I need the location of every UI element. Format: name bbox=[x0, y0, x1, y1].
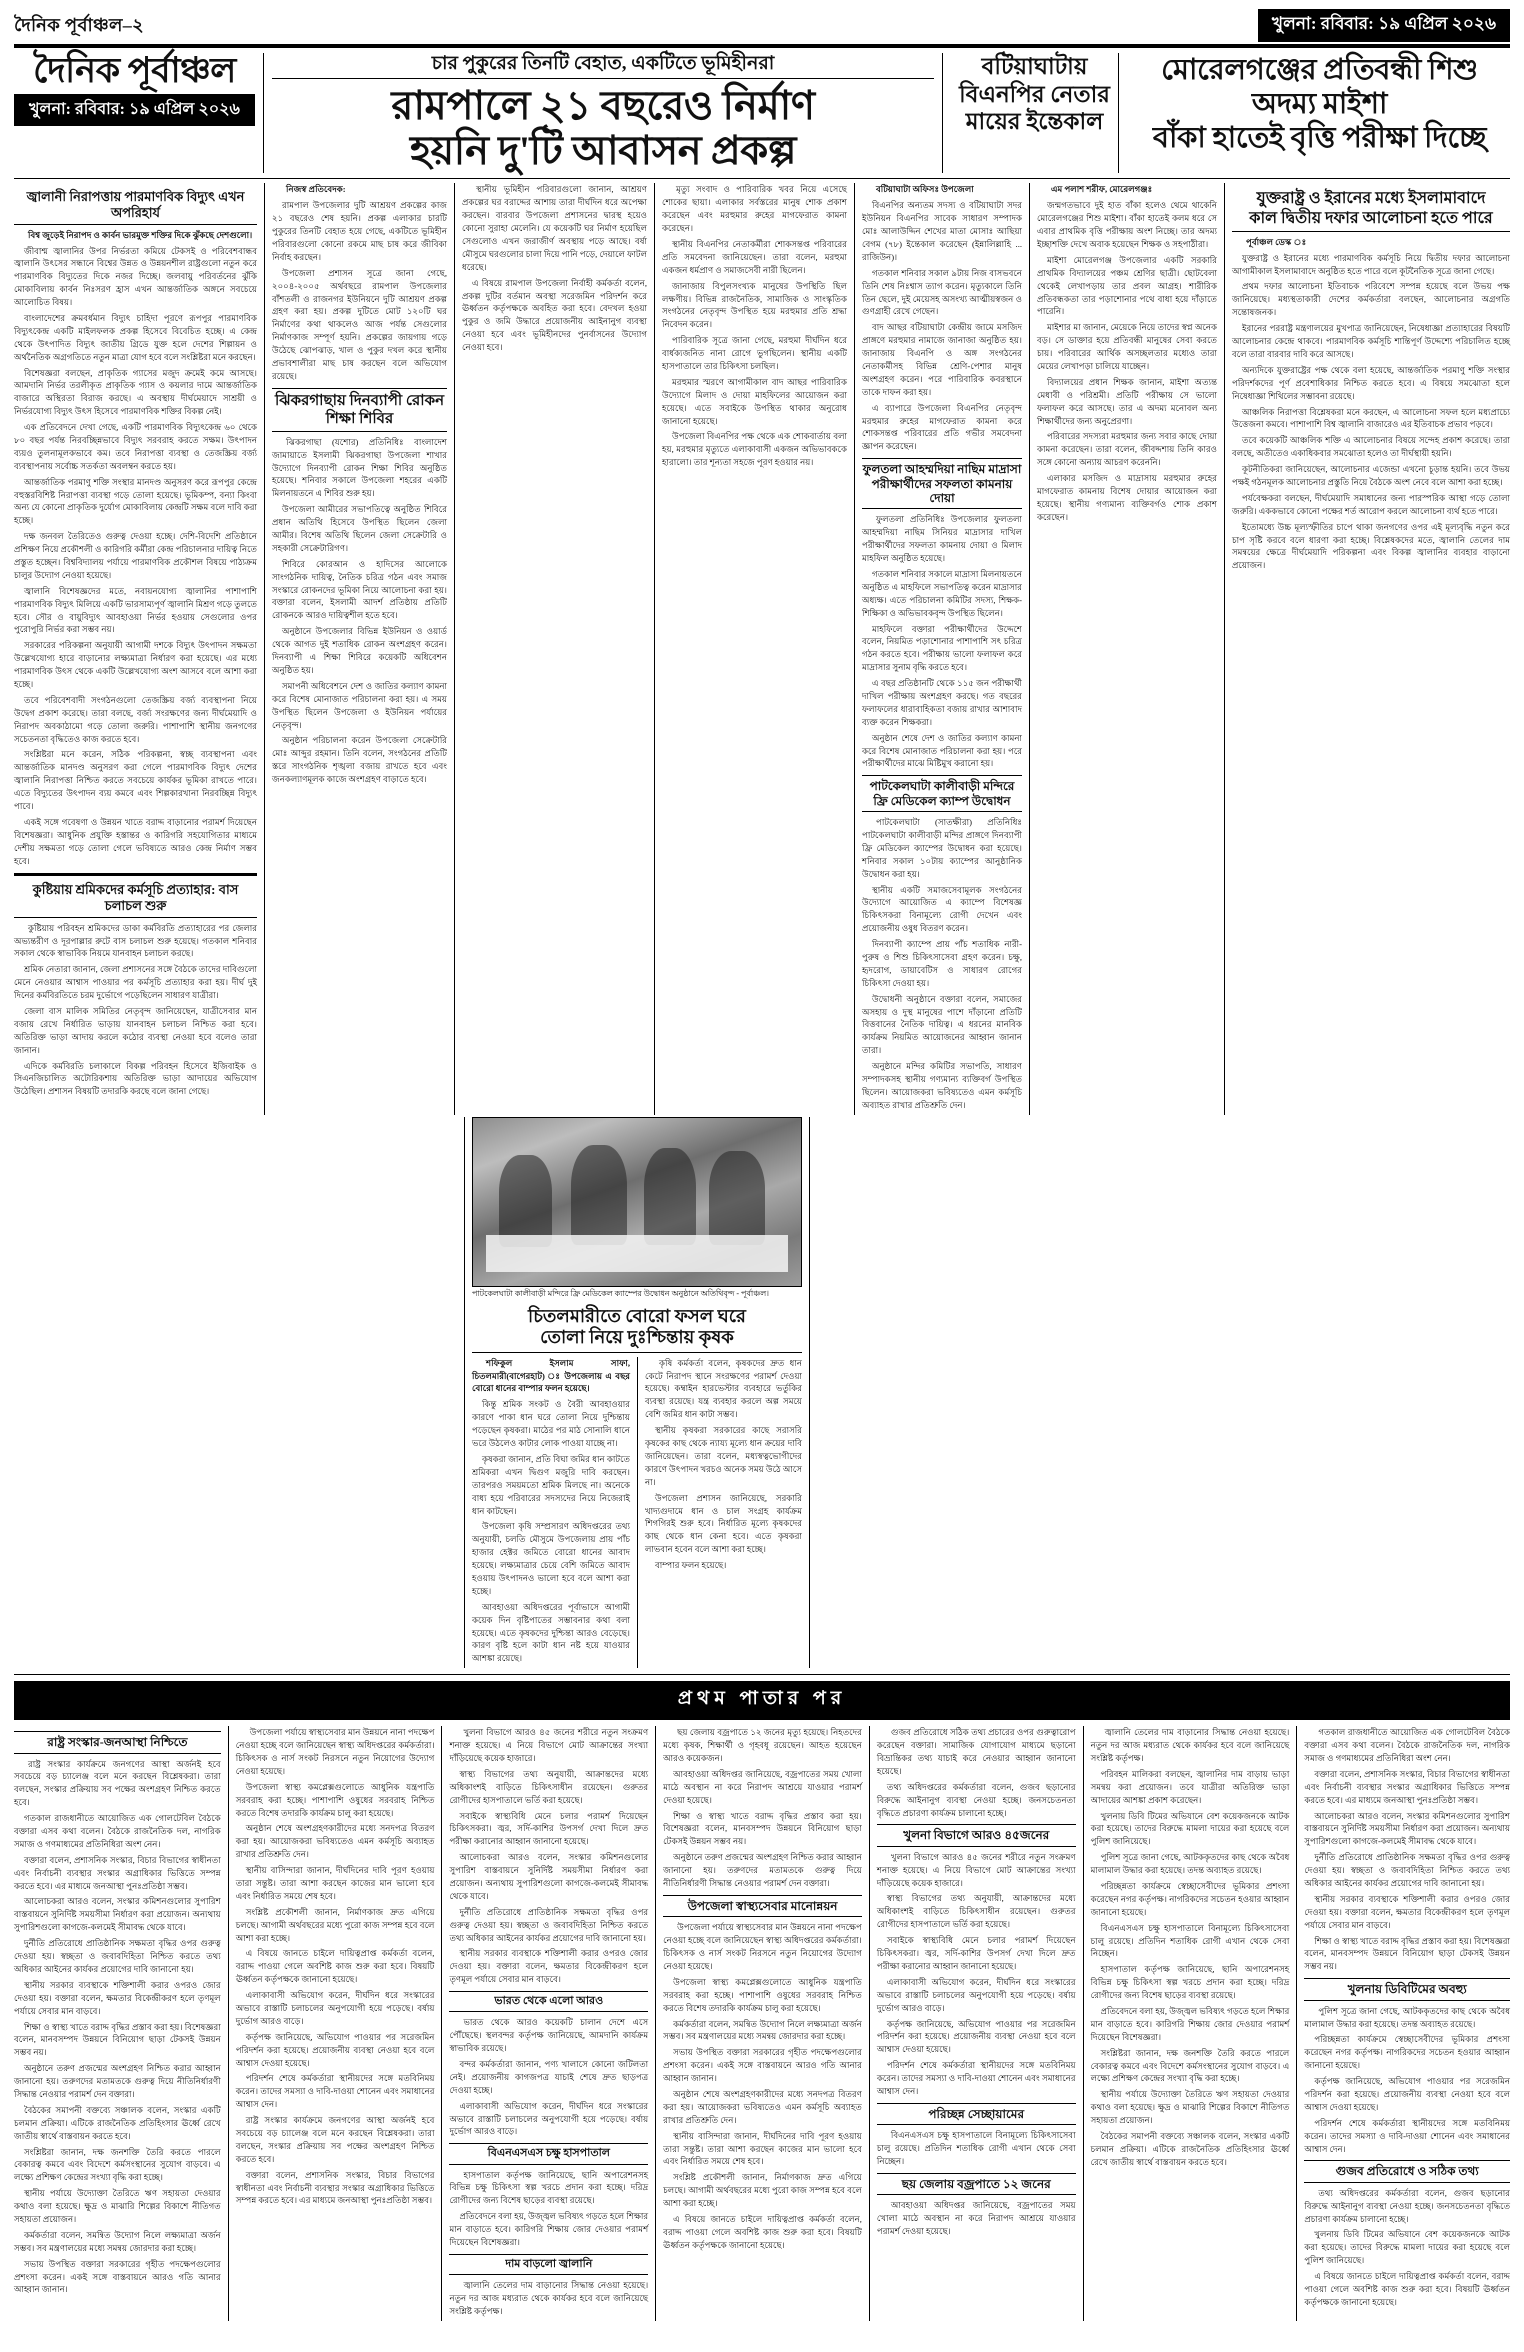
folio-rule bbox=[14, 44, 1510, 48]
paragraph: আঞ্চলিক নিরাপত্তা বিশ্লেষকরা মনে করছেন, এ আলোচনা সফল হলে মধ্যপ্রাচ্যে উত্তেজনা কমবে। পাশাপাশি বিশ্ব জ্বালানি বাজারেও এর ইতিবাচক প্রভাব পড়বে। bbox=[1232, 406, 1510, 430]
paragraph: আবহাওয়া অধিদপ্তর জানিয়েছে, বজ্রপাতের সময় খোলা মাঠে অবস্থান না করে নিরাপদ আশ্রয়ে যাওয়ার পরামর্শ দেওয়া হয়েছে। bbox=[663, 1768, 862, 1805]
paragraph: প্রতিবেদনে বলা হয়, উজ্জ্বল ভবিষ্যৎ গড়তে হলে শিক্ষার মান বাড়াতে হবে। কারিগরি শিক্ষায় জোর দেওয়ার পরামর্শ দিয়েছেন বিশেষজ্ঞরা। bbox=[449, 2211, 649, 2247]
paragraph: কর্মকর্তারা বলেন, সমন্বিত উদ্যোগ নিলে লক্ষ্যমাত্রা অর্জন সম্ভব। সব মন্ত্রণালয়ের মধ্যে সমন্বয় জোরদার করা হচ্ছে। bbox=[663, 2018, 862, 2042]
jump-body-4 bbox=[663, 1921, 862, 2251]
jump-head-4: খুলনায় ডিবিটিমের অবহ্যু bbox=[1304, 1978, 1510, 2000]
paragraph: সবাইকে স্বাস্থ্যবিধি মেনে চলার পরামর্শ দিয়েছেন চিকিৎসকরা। জ্বর, সর্দি-কাশির উপসর্গ দেখা দিলে দ্রুত পরীক্ষা করানোর আহ্বান জানানো হয়েছে। bbox=[876, 1935, 1076, 1971]
paragraph: গতকাল রাজধানীতে আয়োজিত এক গোলটেবিল বৈঠকে বক্তারা এসব কথা বলেন। বৈঠকে রাজনৈতিক দল, নাগরিক সমাজ ও গণমাধ্যমের প্রতিনিধিরা অংশ নেন। bbox=[14, 1813, 221, 1849]
jump-head-7: বিএনএসএস চক্ষু হাসপাতাল bbox=[449, 2143, 648, 2164]
jump-columns bbox=[14, 1726, 1510, 2321]
paragraph: অনুষ্ঠানে তরুণ প্রজন্মের অংশগ্রহণ নিশ্চিত করার আহ্বান জানানো হয়। তরুণদের মতামতকে গুরুত্ব দিয়ে নীতিনির্ধারণী সিদ্ধান্ত নেওয়ার পরামর্শ দেন বক্তারা। bbox=[14, 2063, 221, 2099]
paragraph: অন্যদিকে যুক্তরাষ্ট্রের পক্ষ থেকে বলা হয়েছে, আন্তর্জাতিক পরমাণু শক্তি সংস্থার পরিদর্শকদের পূর্ণ প্রবেশাধিকার নিশ্চিত করতে হবে। এ বিষয়ে সমঝোতা হলে নিষেধাজ্ঞা শিথিলের সম্ভাবনা রয়েছে। bbox=[1232, 364, 1510, 401]
paragraph: সমাপনী অধিবেশনে দেশ ও জাতির কল্যাণ কামনা করে বিশেষ মোনাজাত পরিচালনা করা হয়। এ সময় উপস্থিত ছিলেন উপজেলা ও ইউনিয়ন পর্যায়ের নেতৃবৃন্দ। bbox=[272, 680, 447, 730]
paragraph: বন্দর কর্মকর্তারা জানান, পণ্য খালাসে কোনো জটিলতা নেই। প্রয়োজনীয় কাগজপত্র যাচাই শেষে দ্রুত ছাড়পত্র দেওয়া হচ্ছে। bbox=[449, 2058, 649, 2095]
paragraph: আলোচকরা আরও বলেন, সংস্কার কমিশনগুলোর সুপারিশ বাস্তবায়নে সুনির্দিষ্ট সময়সীমা নির্ধারণ করা প্রয়োজন। অন্যথায় সুপারিশগুলো কাগজে-কলমেই সীমাবদ্ধ থেকে যাবে। bbox=[14, 1896, 221, 1933]
col1b-headline: কুষ্টিয়ায় শ্রমিকদের কর্মসূচি প্রত্যাহার: বাস চলাচল শুরু bbox=[14, 882, 257, 917]
paragraph: গতকাল শনিবার সকাল ৯টায় নিজ বাসভবনে তিনি শেষ নিঃশ্বাস ত্যাগ করেন। মৃত্যুকালে তিনি তিন ছেলে, দুই মেয়েসহ অসংখ্য আত্মীয়স্বজন ও গুণগ্রাহী রেখে গেছেন। bbox=[862, 267, 1022, 317]
paragraph: ভারত থেকে আরও কয়েকটি চালান দেশে এসে পৌঁছেছে। স্থলবন্দর কর্তৃপক্ষ জানিয়েছে, আমদানি কার্যক্রম স্বাভাবিক রয়েছে। bbox=[449, 2017, 649, 2054]
paragraph: হাসপাতাল কর্তৃপক্ষ জানিয়েছে, ছানি অপারেশনসহ বিভিন্ন চক্ষু চিকিৎসা স্বল্প খরচে প্রদান করা হচ্ছে। দরিদ্র রোগীদের জন্য বিশেষ ছাড়ের ব্যবস্থা রয়েছে। bbox=[1090, 1964, 1290, 2001]
paragraph: স্থানীয় পর্যায়ে উদ্যোক্তা তৈরিতে ঋণ সহায়তা দেওয়ার কথাও বলা হয়েছে। ক্ষুদ্র ও মাঝারি শিল্পের বিকাশে নীতিগত সহায়তা প্রয়োজন। bbox=[14, 2188, 221, 2224]
paragraph: পরিদর্শন শেষে কর্মকর্তারা স্থানীয়দের সঙ্গে মতবিনিময় করেন। তাদের সমস্যা ও দাবি-দাওয়া শোনেন এবং সমাধানের আশ্বাস দেন। bbox=[1304, 2117, 1511, 2154]
paragraph: কিন্তু শ্রমিক সংকট ও বৈরী আবহাওয়ার কারণে পাকা ধান ঘরে তোলা নিয়ে দুশ্চিন্তায় পড়েছেন কৃষকরা। মাঠের পর মাঠ সোনালি ধানে ভরে উঠলেও কাটার লোক পাওয়া যাচ্ছে না। bbox=[472, 1399, 630, 1449]
col6-byline: পূর্বাঞ্চল ডেস্ক ঃ bbox=[1246, 236, 1307, 247]
column-3 bbox=[454, 183, 654, 1114]
col2-body bbox=[272, 436, 447, 786]
paragraph: কর্মকর্তারা বলেন, সমন্বিত উদ্যোগ নিলে লক্ষ্যমাত্রা অর্জন সম্ভব। সব মন্ত্রণালয়ের মধ্যে সমন্বয় জোরদার করা হচ্ছে। bbox=[14, 2229, 221, 2253]
paragraph: রামপাল উপজেলার দুটি আশ্রয়ণ প্রকল্পের কাজ ২১ বছরেও শেষ হয়নি। প্রকল্প এলাকার চারটি পুকুরের তিনটি বেহাত হয়ে গেছে, একটিতে ভূমিহীন পরিবারগুলো কোনো রকমে মাছ চাষ করে জীবিকা নির্বাহ করছেন। bbox=[272, 200, 447, 262]
paragraph: অনুষ্ঠানে তরুণ প্রজন্মের অংশগ্রহণ নিশ্চিত করার আহ্বান জানানো হয়। তরুণদের মতামতকে গুরুত্ব দিয়ে নীতিনির্ধারণী সিদ্ধান্ত নেওয়ার পরামর্শ দেন বক্তারা। bbox=[663, 1852, 862, 1888]
lead-kicker: চার পুকুরের তিনটি বেহাত, একটিতে ভূমিহীনরা bbox=[272, 53, 934, 79]
jump-body-4-top bbox=[663, 1726, 862, 1890]
top-right-1-byline: বটিয়াঘাটা অফিসঃ উপজেলা bbox=[876, 184, 974, 195]
chitalmari-headline-line1: চিতলমারীতে বোরো ফসল ঘরে bbox=[528, 1305, 746, 1326]
paragraph: শিক্ষা ও স্বাস্থ্য খাতে বরাদ্দ বৃদ্ধির প্রস্তাব করা হয়। বিশেষজ্ঞরা বলেন, মানবসম্পদ উন্নয়নে বিনিয়োগ ছাড়া টেকসই উন্নয়ন সম্ভব নয়। bbox=[663, 1810, 862, 1847]
col6-subhead-line1: যুক্তরাষ্ট্র ও ইরানের মধ্যে ইসলামাবাদে bbox=[1256, 190, 1486, 208]
column-2 bbox=[264, 183, 454, 1114]
jump-body-6 bbox=[1091, 1726, 1290, 2169]
paragraph: স্থানীয় বাসিন্দারা জানান, দীর্ঘদিনের দাবি পূরণ হওয়ায় তারা সন্তুষ্ট। তারা আশা করছেন কাজের মান ভালো হবে এবং নির্ধারিত সময়ে শেষ হবে। bbox=[663, 2130, 862, 2167]
paragraph: বাদ আছর বটিয়াঘাটা কেন্দ্রীয় জামে মসজিদ প্রাঙ্গণে মরহুমার নামাজে জানাজা অনুষ্ঠিত হয়। জানাজায় বিএনপি ও অঙ্গ সংগঠনের নেতাকর্মীসহ বিভিন্ন শ্রেণি-পেশার মানুষ অংশগ্রহণ করেন। পরে পারিবারিক কবরস্থানে তাকে দাফন করা হয়। bbox=[862, 322, 1022, 397]
chitalmari-headline-line2: তোলা নিয়ে দুঃশ্চিন্তায় কৃষক bbox=[540, 1327, 734, 1348]
paragraph: উদ্বোধনী অনুষ্ঠানে বক্তারা বলেন, সমাজের অসহায় ও দুস্থ মানুষের পাশে দাঁড়ানো প্রতিটি বিত্তবানের নৈতিক দায়িত্ব। এ ধরনের মানবিক কার্যক্রম নিয়মিত আয়োজনের আহ্বান জানান তারা। bbox=[862, 993, 1022, 1056]
paragraph: আলোচকরা আরও বলেন, সংস্কার কমিশনগুলোর সুপারিশ বাস্তবায়নে সুনির্দিষ্ট সময়সীমা নির্ধারণ করা প্রয়োজন। অন্যথায় সুপারিশগুলো কাগজে-কলমেই সীমাবদ্ধ থেকে যাবে। bbox=[1304, 1810, 1511, 1847]
masthead-bottom-rule bbox=[14, 178, 1510, 179]
jump-body-7b bbox=[1304, 2187, 1510, 2309]
paragraph: অনুষ্ঠানে মন্দির কমিটির সভাপতি, সাধারণ সম্পাদকসহ স্থানীয় গণ্যমান্য ব্যক্তিবর্গ উপস্থিত ছিলেন। আয়োজকরা ভবিষ্যতেও এমন কর্মসূচি অব্যাহত রাখার প্রতিশ্রুতি দেন। bbox=[862, 1061, 1022, 1110]
paragraph: স্থানীয় ভূমিহীন পরিবারগুলো জানান, আশ্রয়ণ প্রকল্পের ঘর বরাদ্দের আশায় তারা দীর্ঘদিন ধরে অপেক্ষা করছেন। বারবার উপজেলা প্রশাসনের দ্বারস্থ হয়েও কোনো সুরাহা মেলেনি। যে কয়েকটি ঘর নির্মাণ হয়েছিল সেগুলোও এখন জরাজীর্ণ অবস্থায় পড়ে আছে। বর্ষা মৌসুমে ঘরগুলোর চালা দিয়ে পানি পড়ে, দেয়ালে ফাটল ধরেছে। bbox=[462, 184, 647, 272]
paragraph: পারিবারিক সূত্রে জানা গেছে, মরহুমা দীর্ঘদিন ধরে বার্ধক্যজনিত নানা রোগে ভুগছিলেন। স্থানীয় একটি হাসপাতালে তার চিকিৎসা চলছিল। bbox=[662, 335, 847, 372]
paragraph: খুলনায় ডিবি টিমের অভিযানে বেশ কয়েকজনকে আটক করা হয়েছে। তাদের বিরুদ্ধে মামলা দায়ের করা হয়েছে বলে পুলিশ জানিয়েছে। bbox=[1090, 1810, 1290, 1847]
col1b-body bbox=[14, 922, 257, 1099]
paragraph: জ্বালানি বিশেষজ্ঞদের মতে, নবায়নযোগ্য জ্বালানির পাশাপাশি পারমাণবিক বিদ্যুৎ মিলিয়ে একটি ভারসাম্যপূর্ণ জ্বালানি মিশ্রণ গড়ে তুলতে হবে। সৌর ও বায়ুবিদ্যুৎ আবহাওয়া নির্ভর হওয়ায় সেগুলোর ওপর পুরোপুরি নির্ভর করা সম্ভব নয়। bbox=[14, 585, 257, 635]
paragraph: অনুষ্ঠান শেষে অংশগ্রহণকারীদের মধ্যে সনদপত্র বিতরণ করা হয়। আয়োজকরা ভবিষ্যতেও এমন কর্মসূচি অব্যাহত রাখার প্রতিশ্রুতি দেন। bbox=[663, 2088, 862, 2125]
paragraph: জানাজায় বিপুলসংখ্যক মানুষের উপস্থিতি ছিল লক্ষণীয়। বিভিন্ন রাজনৈতিক, সামাজিক ও সাংস্কৃতিক সংগঠনের নেতৃবৃন্দ উপস্থিত হয়ে মরহুমার প্রতি শ্রদ্ধা নিবেদন করেন। bbox=[662, 280, 847, 330]
chitalmari-body-a bbox=[472, 1357, 630, 1665]
paragraph: দক্ষ জনবল তৈরিতেও গুরুত্ব দেওয়া হচ্ছে। দেশি-বিদেশি প্রতিষ্ঠানে প্রশিক্ষণ নিয়ে প্রকৌশলী ও কারিগরি কর্মীরা কেন্দ্র পরিচালনার দায়িত্ব নিতে প্রস্তুত হচ্ছেন। বিশ্ববিদ্যালয় পর্যায়ে পারমাণবিক প্রকৌশল বিষয়ে পাঠ্যক্রম চালুর উদ্যোগ নেওয়া হয়েছে। bbox=[14, 531, 257, 580]
paragraph: সংশ্লিষ্টরা মনে করেন, সঠিক পরিকল্পনা, স্বচ্ছ ব্যবস্থাপনা এবং আন্তর্জাতিক মানদণ্ড অনুসরণ করা গেলে পারমাণবিক বিদ্যুৎ দেশের জ্বালানি নিরাপত্তা নিশ্চিত করতে সবচেয়ে কার্যকর ভূমিকা রাখতে পারে। এতে বিদ্যুতের উৎপাদন ব্যয় কমবে এবং শিল্পকারখানা নিরবচ্ছিন্ন বিদ্যুৎ পাবে। bbox=[14, 749, 257, 812]
paragraph: পরিচ্ছন্নতা কার্যক্রমে স্বেচ্ছাসেবীদের ভূমিকার প্রশংসা করেছেন নগর কর্তৃপক্ষ। নাগরিকদের সচেতন হওয়ার আহ্বান জানানো হয়েছে। bbox=[1304, 2034, 1511, 2071]
column-6 bbox=[1029, 183, 1224, 1114]
folio-page-label: দৈনিক পূর্বাঞ্চল–২ bbox=[14, 15, 145, 35]
column-7 bbox=[1224, 183, 1510, 1114]
paragraph: জ্বালানি তেলের দাম বাড়ানোর সিদ্ধান্ত নেওয়া হয়েছে। নতুন দর আজ মধ্যরাত থেকে কার্যকর হবে বলে জানিয়েছে সংশ্লিষ্ট কর্তৃপক্ষ। bbox=[1090, 1727, 1290, 1763]
paragraph: স্বাস্থ্য বিভাগের তথ্য অনুযায়ী, আক্রান্তদের মধ্যে অধিকাংশই বাড়িতে চিকিৎসাধীন রয়েছেন। গুরুতর রোগীদের হাসপাতালে ভর্তি করা হয়েছে। bbox=[876, 1893, 1076, 1930]
paragraph: দুর্নীতি প্রতিরোধে প্রাতিষ্ঠানিক সক্ষমতা বৃদ্ধির ওপর গুরুত্ব দেওয়া হয়। স্বচ্ছতা ও জবাবদিহিতা নিশ্চিত করতে তথ্য অধিকার আইনের কার্যকর প্রয়োগের দাবি জানানো হয়। bbox=[449, 1906, 649, 1943]
paragraph: আবহাওয়া অধিদপ্তরের পূর্বাভাসে আগামী কয়েক দিন বৃষ্টিপাতের সম্ভাবনার কথা বলা হয়েছে। এতে কৃষকদের দুশ্চিন্তা আরও বেড়েছে। কারণ বৃষ্টি হলে কাটা ধান নষ্ট হয়ে যাওয়ার আশঙ্কা রয়েছে। bbox=[472, 1601, 630, 1664]
paragraph: কর্তৃপক্ষ জানিয়েছে, অভিযোগ পাওয়ার পর সরেজমিন পরিদর্শন করা হয়েছে। প্রয়োজনীয় ব্যবস্থা নেওয়া হবে বলে আশ্বাস দেওয়া হয়েছে। bbox=[1304, 2076, 1511, 2112]
top-right-story-2-line1: মোরেলগঞ্জের প্রতিবন্ধী শিশু অদম্য মাইশা bbox=[1161, 54, 1478, 121]
paragraph: স্থানীয় সরকার ব্যবস্থাকে শক্তিশালী করার ওপরও জোর দেওয়া হয়। বক্তারা বলেন, ক্ষমতার বিকেন্দ্রীকরণ হলে তৃণমূল পর্যায়ে সেবার মান বাড়বে। bbox=[449, 1948, 649, 1985]
paragraph: এ বিষয়ে জানতে চাইলে দায়িত্বপ্রাপ্ত কর্মকর্তা বলেন, বরাদ্দ পাওয়া গেলে অবশিষ্ট কাজ শুরু করা হবে। বিষয়টি ঊর্ধ্বতন কর্তৃপক্ষকে জানানো হয়েছে। bbox=[235, 1948, 435, 1985]
jump-head-10: দাম বাড়লো জ্বালানি bbox=[449, 2254, 648, 2275]
paragraph: খুলনা বিভাগে আরও ৪৫ জনের শরীরে নতুন সংক্রমণ শনাক্ত হয়েছে। এ নিয়ে বিভাগে মোট আক্রান্তের সংখ্যা দাঁড়িয়েছে কয়েক হাজারে। bbox=[876, 1851, 1076, 1888]
chitalmari-col-a bbox=[472, 1357, 637, 1668]
lead-headline-line1: রামপালে ২১ বছরেও নির্মাণ bbox=[391, 82, 815, 128]
col1-byline: বিশ্ব জুড়েই নিরাপদ ও কার্বন ভারমুক্ত শক্তির দিকে ঝুঁকছে দেশগুলো। bbox=[28, 229, 253, 240]
photo-row bbox=[14, 1117, 1510, 1668]
lead-story-header bbox=[264, 53, 942, 173]
chitalmari-columns bbox=[472, 1357, 802, 1668]
column-1 bbox=[14, 183, 264, 1114]
paragraph: এ ব্যাপারে উপজেলা বিএনপির নেতৃবৃন্দ মরহুমার রুহের মাগফেরাত কামনা করে শোকসন্তপ্ত পরিবারের প্রতি গভীর সমবেদনা জ্ঞাপন করেছেন। bbox=[862, 402, 1022, 452]
jump-body-7 bbox=[1304, 2005, 1510, 2156]
paragraph: স্থানীয় একটি সমাজসেবামূলক সংগঠনের উদ্যোগে আয়োজিত এ ক্যাম্পে বিশেষজ্ঞ চিকিৎসকরা বিনামূল্যে রোগী দেখেন এবং প্রয়োজনীয় ওষুধ বিতরণ করেন। bbox=[862, 884, 1022, 934]
top-right-story-1-headline: বটিয়াঘাটায় বিএনপির নেতার মায়ের ইন্তেকাল bbox=[959, 54, 1110, 135]
jump-body-3c bbox=[449, 2169, 648, 2249]
paragraph: স্থানীয় সরকার ব্যবস্থাকে শক্তিশালী করার ওপরও জোর দেওয়া হয়। বক্তারা বলেন, ক্ষমতার বিকেন্দ্রীকরণ হলে তৃণমূল পর্যায়ে সেবার মান বাড়বে। bbox=[14, 1979, 221, 2016]
paragraph: তথ্য অধিদপ্তরের কর্মকর্তারা বলেন, গুজব ছড়ানোর বিরুদ্ধে আইনানুগ ব্যবস্থা নেওয়া হচ্ছে। জনসচেতনতা বৃদ্ধিতে প্রচারণা কার্যক্রম চালানো হচ্ছে। bbox=[876, 1781, 1076, 1818]
top-right-1-body bbox=[862, 183, 1022, 453]
paragraph: অনুষ্ঠান শেষে দেশ ও জাতির কল্যাণ কামনা করে বিশেষ মোনাজাত পরিচালনা করা হয়। পরে পরীক্ষার্থীদের মাঝে মিষ্টিমুখ করানো হয়। bbox=[862, 732, 1022, 769]
jump-body-5 bbox=[877, 1851, 1076, 2098]
folio-date: খুলনা: রবিবার: ১৯ এপ্রিল ২০২৬ bbox=[1258, 9, 1510, 42]
paragraph: শিক্ষা ও স্বাস্থ্য খাতে বরাদ্দ বৃদ্ধির প্রস্তাব করা হয়। বিশেষজ্ঞরা বলেন, মানবসম্পদ উন্নয়নে বিনিয়োগ ছাড়া টেকসই উন্নয়ন সম্ভব নয়। bbox=[14, 2021, 221, 2058]
paragraph: এ বিষয়ে রামপাল উপজেলা নির্বাহী কর্মকর্তা বলেন, প্রকল্প দুটির বর্তমান অবস্থা সরেজমিন পরিদর্শন করে ঊর্ধ্বতন কর্তৃপক্ষকে অবহিত করা হবে। বেদখল হওয়া পুকুর ও জমি উদ্ধারে প্রয়োজনীয় আইনানুগ ব্যবস্থা নেওয়া হবে এবং ভূমিহীনদের পুনর্বাসনের উদ্যোগ নেওয়া হবে। bbox=[462, 277, 647, 353]
col2-subhead-1: ঝিকরগাছায় দিনব্যাপী রোকন শিক্ষা শিবির bbox=[272, 388, 447, 432]
news-photo bbox=[472, 1117, 802, 1287]
masthead-logo: দৈনিক পূর্বাঞ্চল bbox=[33, 51, 236, 90]
paragraph: সংশ্লিষ্টরা জানান, দক্ষ জনশক্তি তৈরি করতে পারলে বেকারত্ব কমবে এবং বিদেশে কর্মসংস্থানের সুযোগ বাড়বে। এ লক্ষ্যে প্রশিক্ষণ কেন্দ্রের সংখ্যা বৃদ্ধি করা হচ্ছে। bbox=[14, 2146, 221, 2183]
paragraph: উপজেলা স্বাস্থ্য কমপ্লেক্সগুলোতে আধুনিক যন্ত্রপাতি সরবরাহ করা হচ্ছে। পাশাপাশি ওষুধের সরবরাহ নিশ্চিত করতে বিশেষ তদারকি কার্যক্রম চালু করা হয়েছে। bbox=[663, 1976, 862, 2013]
jump-column-2 bbox=[228, 1726, 442, 2321]
paragraph: স্থানীয় সরকার ব্যবস্থাকে শক্তিশালী করার ওপরও জোর দেওয়া হয়। বক্তারা বলেন, ক্ষমতার বিকেন্দ্রীকরণ হলে তৃণমূল পর্যায়ে সেবার মান বাড়বে। bbox=[1304, 1893, 1511, 1930]
jump-head-2: উপজেলা স্বাস্থ্যসেবার মানোন্নয়ন bbox=[663, 1895, 862, 1917]
paragraph: উপজেলা স্বাস্থ্য কমপ্লেক্সগুলোতে আধুনিক যন্ত্রপাতি সরবরাহ করা হচ্ছে। পাশাপাশি ওষুধের সরবরাহ নিশ্চিত করতে বিশেষ তদারকি কার্যক্রম চালু করা হয়েছে। bbox=[235, 1781, 435, 1818]
paragraph: বাংলাদেশের ক্রমবর্ধমান বিদ্যুৎ চাহিদা পূরণে রূপপুর পারমাণবিক বিদ্যুৎকেন্দ্র একটি মাইলফলক প্রকল্প হিসেবে বিবেচিত হচ্ছে। এ কেন্দ্র থেকে উৎপাদিত বিদ্যুৎ জাতীয় গ্রিডে যুক্ত হলে দেশের শিল্পায়ন ও অর্থনৈতিক অগ্রগতিতে নতুন মাত্রা যোগ হবে বলে সংশ্লিষ্টরা মনে করছেন। bbox=[14, 312, 257, 362]
jump-body-3 bbox=[449, 1726, 648, 1986]
jump-head-8: পরিচ্ছন্ন সেচ্ছায়ামের bbox=[877, 2103, 1076, 2125]
lead-headline-line2: হয়নি দু'টি আবাসন প্রকল্প bbox=[409, 127, 797, 173]
col6-spill bbox=[1037, 430, 1217, 523]
jump-head-1: রাষ্ট্র সংস্কার-জনআস্থা নিশ্চিতে bbox=[14, 1731, 221, 1753]
column-5 bbox=[854, 183, 1029, 1114]
paragraph: সবাইকে স্বাস্থ্যবিধি মেনে চলার পরামর্শ দিয়েছেন চিকিৎসকরা। জ্বর, সর্দি-কাশির উপসর্গ দেখা দিলে দ্রুত পরীক্ষা করানোর আহ্বান জানানো হয়েছে। bbox=[449, 1810, 649, 1847]
paragraph: দুর্নীতি প্রতিরোধে প্রাতিষ্ঠানিক সক্ষমতা বৃদ্ধির ওপর গুরুত্ব দেওয়া হয়। স্বচ্ছতা ও জবাবদিহিতা নিশ্চিত করতে তথ্য অধিকার আইনের কার্যকর প্রয়োগের দাবি জানানো হয়। bbox=[14, 1938, 221, 1974]
chitalmari-col-b bbox=[637, 1357, 802, 1668]
jump-body-5-top bbox=[877, 1726, 1076, 1819]
paragraph: স্থানীয় পর্যায়ে উদ্যোক্তা তৈরিতে ঋণ সহায়তা দেওয়ার কথাও বলা হয়েছে। ক্ষুদ্র ও মাঝারি শিল্পের বিকাশে নীতিগত সহায়তা প্রয়োজন। bbox=[1090, 2089, 1290, 2126]
paragraph: স্বাস্থ্য বিভাগের তথ্য অনুযায়ী, আক্রান্তদের মধ্যে অধিকাংশই বাড়িতে চিকিৎসাধীন রয়েছেন। গুরুতর রোগীদের হাসপাতালে ভর্তি করা হয়েছে। bbox=[449, 1768, 649, 1805]
paragraph: যুক্তরাষ্ট্র ও ইরানের মধ্যে পারমাণবিক কর্মসূচি নিয়ে দ্বিতীয় দফার আলোচনা আগামীকাল ইসলামাবাদে অনুষ্ঠিত হতে পারে বলে কূটনৈতিক সূত্রে জানা গেছে। bbox=[1232, 252, 1510, 276]
paragraph: পুলিশ সূত্রে জানা গেছে, আটককৃতদের কাছ থেকে অবৈধ মালামাল উদ্ধার করা হয়েছে। তদন্ত অব্যাহত রয়েছে। bbox=[1090, 1852, 1290, 1876]
col6-subhead-line2: কাল দ্বিতীয় দফার আলোচনা হতে পারে bbox=[1249, 209, 1493, 227]
top-right-2-byline: এম পলাশ শরীফ, মোরেলগঞ্জঃ bbox=[1051, 184, 1153, 195]
top-right-story-2-header bbox=[1118, 53, 1510, 173]
paragraph: আলোচকরা আরও বলেন, সংস্কার কমিশনগুলোর সুপারিশ বাস্তবায়নে সুনির্দিষ্ট সময়সীমা নির্ধারণ করা প্রয়োজন। অন্যথায় সুপারিশগুলো কাগজে-কলমেই সীমাবদ্ধ থেকে যাবে। bbox=[449, 1852, 649, 1901]
top-right-2-body bbox=[1037, 183, 1217, 427]
paragraph: পরিবহন মালিকরা বলছেন, জ্বালানির দাম বাড়ায় ভাড়া সমন্বয় করা প্রয়োজন। তবে যাত্রীরা অতিরিক্ত ভাড়া আদায়ের আশঙ্কা প্রকাশ করেছেন। bbox=[1090, 1768, 1290, 1805]
column-4 bbox=[654, 183, 854, 1114]
col5-body bbox=[662, 183, 847, 469]
paragraph: এক প্রতিবেদনে দেখা গেছে, একটি পারমাণবিক বিদ্যুৎকেন্দ্র ৬০ থেকে ৮০ বছর পর্যন্ত নিরবচ্ছিন্নভাবে বিদ্যুৎ সরবরাহ করতে সক্ষম। উৎপাদন ব্যয়ও তুলনামূলকভাবে কম। তবে নিরাপত্তা ব্যবস্থা ও তেজস্ক্রিয় বর্জ্য ব্যবস্থাপনায় সর্বোচ্চ সতর্কতা অবলম্বন করতে হয়। bbox=[14, 422, 257, 471]
paragraph: প্রতিবেদনে বলা হয়, উজ্জ্বল ভবিষ্যৎ গড়তে হলে শিক্ষার মান বাড়াতে হবে। কারিগরি শিক্ষায় জোর দেওয়ার পরামর্শ দিয়েছেন বিশেষজ্ঞরা। bbox=[1090, 2006, 1290, 2042]
chitalmari-body-b bbox=[645, 1357, 802, 1572]
paragraph: ছয় জেলায় বজ্রপাতে ১২ জনের মৃত্যু হয়েছে। নিহতদের মধ্যে কৃষক, শিক্ষার্থী ও গৃহবধূ রয়েছেন। আহত হয়েছেন আরও কয়েকজন। bbox=[663, 1727, 862, 1763]
paragraph: পাটকেলঘাটা (সাতক্ষীরা) প্রতিনিধিঃ পাটকেলঘাটা কালীবাড়ী মন্দির প্রাঙ্গণে দিনব্যাপী ফ্রি মেডিকেল ক্যাম্পের উদ্বোধন করা হয়েছে। শনিবার সকাল ১০টায় ক্যাম্পের আনুষ্ঠানিক উদ্বোধন করা হয়। bbox=[862, 817, 1022, 879]
paragraph: বিএনএসএস চক্ষু হাসপাতালে বিনামূল্যে চিকিৎসাসেবা চালু রয়েছে। প্রতিদিন শতাধিক রোগী এখান থেকে সেবা নিচ্ছেন। bbox=[1090, 1922, 1290, 1959]
col1-divider bbox=[14, 873, 257, 876]
paragraph: রাষ্ট্র সংস্কার কার্যক্রমে জনগণের আস্থা অর্জনই হবে সবচেয়ে বড় চ্যালেঞ্জ বলে মনে করছেন বিশ্লেষকরা। তারা বলছেন, সংস্কার প্রক্রিয়ায় সব পক্ষের অংশগ্রহণ নিশ্চিত করতে হবে। bbox=[235, 2115, 435, 2164]
photo-spacer-right bbox=[809, 1117, 1510, 1668]
jump-body-5b bbox=[877, 2129, 1076, 2168]
paragraph: কুষ্টিয়ায় পরিবহন শ্রমিকদের ডাকা কর্মবিরতি প্রত্যাহারের পর জেলার অভ্যন্তরীণ ও দূরপাল্লার রুটে বাস চলাচল শুরু হয়েছে। গতকাল শনিবার সকাল থেকে স্বাভাবিক নিয়মে যানবাহন চলাচল করছে। bbox=[14, 922, 257, 959]
lead-byline: নিজস্ব প্রতিবেদক: bbox=[286, 184, 346, 195]
paragraph: বক্তারা বলেন, প্রশাসনিক সংস্কার, বিচার বিভাগের স্বাধীনতা এবং নির্বাচনী ব্যবস্থার সংস্কার অগ্রাধিকার ভিত্তিতে সম্পন্ন করতে হবে। এর মাধ্যমে জনআস্থা পুনঃপ্রতিষ্ঠা সম্ভব। bbox=[235, 2169, 435, 2206]
top-right-story-1-header bbox=[942, 53, 1118, 173]
paragraph: এলাকাবাসী অভিযোগ করেন, দীর্ঘদিন ধরে সংস্কারের অভাবে রাস্তাটি চলাচলের অনুপযোগী হয়ে পড়েছে। বর্ষায় দুর্ভোগ আরও বাড়ে। bbox=[876, 1976, 1076, 2013]
paragraph: গুজব প্রতিরোধে সঠিক তথ্য প্রচারের ওপর গুরুত্বারোপ করেছেন বক্তারা। সামাজিক যোগাযোগ মাধ্যমে ছড়ানো বিভ্রান্তিকর তথ্য যাচাই করে নেওয়ার আহ্বান জানানো হয়েছে। bbox=[876, 1727, 1076, 1776]
paragraph: দুর্নীতি প্রতিরোধে প্রাতিষ্ঠানিক সক্ষমতা বৃদ্ধির ওপর গুরুত্ব দেওয়া হয়। স্বচ্ছতা ও জবাবদিহিতা নিশ্চিত করতে তথ্য অধিকার আইনের কার্যকর প্রয়োগের দাবি জানানো হয়। bbox=[1304, 1852, 1511, 1888]
paragraph: উপজেলা প্রশাসন সূত্রে জানা গেছে, ২০০৪-২০০৫ অর্থবছরে রামপাল উপজেলার বাঁশতলী ও রাজনগর ইউনিয়নে দুটি আশ্রয়ণ প্রকল্প গ্রহণ করা হয়। প্রকল্প দুটিতে মোট ১২০টি ঘর নির্মাণের কথা থাকলেও আজ পর্যন্ত সেগুলোর নির্মাণকাজ সম্পূর্ণ হয়নি। প্রকল্পের জায়গায় গড়ে উঠেছে ঝোপঝাড়, খাল ও পুকুর দখল করে স্থানীয় প্রভাবশালীরা মাছ চাষ করছেন বলে অভিযোগ রয়েছে। bbox=[272, 267, 447, 381]
jump-body-1 bbox=[14, 1758, 221, 2297]
paragraph: শিক্ষা ও স্বাস্থ্য খাতে বরাদ্দ বৃদ্ধির প্রস্তাব করা হয়। বিশেষজ্ঞরা বলেন, মানবসম্পদ উন্নয়নে বিনিয়োগ ছাড়া টেকসই উন্নয়ন সম্ভব নয়। bbox=[1304, 1935, 1511, 1972]
paragraph: বৈঠকের সমাপনী বক্তব্যে সঞ্চালক বলেন, সংস্কার একটি চলমান প্রক্রিয়া। এটিকে রাজনৈতিক প্রতিহিংসার ঊর্ধ্বে রেখে জাতীয় স্বার্থে বাস্তবায়ন করতে হবে। bbox=[14, 2104, 221, 2141]
paragraph: স্থানীয় বিএনপির নেতাকর্মীরা শোকসন্তপ্ত পরিবারের প্রতি সমবেদনা জানিয়েছেন। তারা বলেন, মরহুমা একজন ধর্মপ্রাণ ও সমাজসেবী নারী ছিলেন। bbox=[662, 239, 847, 275]
paragraph: উপজেলা পর্যায়ে স্বাস্থ্যসেবার মান উন্নয়নে নানা পদক্ষেপ নেওয়া হচ্ছে বলে জানিয়েছেন স্বাস্থ্য অধিদপ্তরের কর্মকর্তারা। চিকিৎসক ও নার্স সংকট নিরসনে নতুন নিয়োগের উদ্যোগ নেওয়া হয়েছে। bbox=[663, 1922, 862, 1971]
jump-body-2 bbox=[236, 1726, 435, 2207]
paragraph: মাইশা মোরেলগঞ্জ উপজেলার একটি সরকারি প্রাথমিক বিদ্যালয়ের পঞ্চম শ্রেণির ছাত্রী। ছোটবেলা থেকেই লেখাপড়ায় তার প্রবল আগ্রহ। শারীরিক প্রতিবন্ধকতা তার পড়াশোনার পথে বাধা হয়ে দাঁড়াতে পারেনি। bbox=[1037, 254, 1217, 317]
paragraph: বক্তারা বলেন, প্রশাসনিক সংস্কার, বিচার বিভাগের স্বাধীনতা এবং নির্বাচনী ব্যবস্থার সংস্কার অগ্রাধিকার ভিত্তিতে সম্পন্ন করতে হবে। এর মাধ্যমে জনআস্থা পুনঃপ্রতিষ্ঠা সম্ভব। bbox=[14, 1854, 221, 1891]
paragraph: অনুষ্ঠান পরিচালনা করেন উপজেলা সেক্রেটারি মোঃ আব্দুর রহমান। তিনি বলেন, সংগঠনের প্রতিটি স্তরে সাংগঠনিক শৃঙ্খলা বজায় রাখতে হবে এবং জনকল্যাণমূলক কাজে অংশগ্রহণ বাড়াতে হবে। bbox=[272, 735, 447, 785]
paragraph: পরিদর্শন শেষে কর্মকর্তারা স্থানীয়দের সঙ্গে মতবিনিময় করেন। তাদের সমস্যা ও দাবি-দাওয়া শোনেন এবং সমাধানের আশ্বাস দেন। bbox=[876, 2060, 1076, 2096]
paragraph: সভায় উপস্থিত বক্তারা সরকারের গৃহীত পদক্ষেপগুলোর প্রশংসা করেন। একই সঙ্গে বাস্তবায়নে আরও গতি আনার আহ্বান জানান। bbox=[14, 2258, 221, 2295]
paragraph: ঝিকরগাছা (যশোর) প্রতিনিধিঃ বাংলাদেশ জামায়াতে ইসলামী ঝিকরগাছা উপজেলা শাখার উদ্যোগে দিনব্যাপী রোকন শিক্ষা শিবির অনুষ্ঠিত হয়েছে। শনিবার সকালে উপজেলা শহরের একটি মিলনায়তনে এ শিবির শুরু হয়। bbox=[272, 436, 447, 499]
paragraph: পুলিশ সূত্রে জানা গেছে, আটককৃতদের কাছ থেকে অবৈধ মালামাল উদ্ধার করা হয়েছে। তদন্ত অব্যাহত রয়েছে। bbox=[1304, 2005, 1511, 2029]
col4-body-1 bbox=[862, 513, 1022, 770]
paragraph: এলাকাবাসী অভিযোগ করেন, দীর্ঘদিন ধরে সংস্কারের অভাবে রাস্তাটি চলাচলের অনুপযোগী হয়ে পড়েছে। বর্ষায় দুর্ভোগ আরও বাড়ে। bbox=[235, 1990, 435, 2026]
section-divider-bar: প্রথম পাতার পর bbox=[14, 1681, 1510, 1720]
jump-body-3d bbox=[449, 2279, 648, 2318]
paragraph: মাইশার মা জানান, মেয়েকে নিয়ে তাদের স্বপ্ন অনেক বড়। সে ডাক্তার হয়ে প্রতিবন্ধী মানুষের সেবা করতে চায়। পরিবারের আর্থিক অসচ্ছলতার মধ্যেও তারা মেয়ের লেখাপড়া চালিয়ে যাচ্ছেন। bbox=[1037, 322, 1217, 372]
paragraph: ফুলতলা প্রতিনিধিঃ উপজেলার ফুলতলা আহম্মদিয়া নাছিম সিনিয়র মাদ্রাসার দাখিল পরীক্ষার্থীদের সফলতা কামনায় দোয়া ও মিলাদ মাহফিল অনুষ্ঠিত হয়েছে। bbox=[862, 514, 1022, 564]
col4-body-2 bbox=[862, 816, 1022, 1112]
paragraph: তবে কয়েকটি আঞ্চলিক শক্তি এ আলোচনার বিষয়ে সন্দেহ প্রকাশ করেছে। তারা বলছে, অতীতেও একাধিকবার সমঝোতা হলেও তা দীর্ঘস্থায়ী হয়নি। bbox=[1232, 435, 1510, 459]
main-columns bbox=[14, 183, 1510, 1114]
paragraph: সংশ্লিষ্ট প্রকৌশলী জানান, নির্মাণকাজ দ্রুত এগিয়ে চলছে। আগামী অর্থবছরের মধ্যে পুরো কাজ সম্পন্ন হবে বলে আশা করা হচ্ছে। bbox=[663, 2172, 862, 2209]
col6-body bbox=[1232, 236, 1510, 572]
paragraph: কূটনীতিকরা জানিয়েছেন, আলোচনার এজেন্ডা এখনো চূড়ান্ত হয়নি। তবে উভয় পক্ষই গঠনমূলক আলোচনার প্রস্তুতি নিয়ে বৈঠকে অংশ নেবে বলে আশা করা হচ্ছে। bbox=[1232, 464, 1510, 487]
paragraph: এ বিষয়ে জানতে চাইলে দায়িত্বপ্রাপ্ত কর্মকর্তা বলেন, বরাদ্দ পাওয়া গেলে অবশিষ্ট কাজ শুরু করা হবে। বিষয়টি ঊর্ধ্বতন কর্তৃপক্ষকে জানানো হয়েছে। bbox=[1304, 2271, 1511, 2307]
paragraph: বক্তারা বলেন, প্রশাসনিক সংস্কার, বিচার বিভাগের স্বাধীনতা এবং নির্বাচনী ব্যবস্থার সংস্কার অগ্রাধিকার ভিত্তিতে সম্পন্ন করতে হবে। এর মাধ্যমে জনআস্থা পুনঃপ্রতিষ্ঠা সম্ভব। bbox=[1304, 1768, 1511, 1805]
jump-body-3b bbox=[449, 2016, 648, 2138]
jump-column-5 bbox=[869, 1726, 1083, 2321]
paragraph: বিএনপির অন্যতম সদস্য ও বটিয়াঘাটা সদর ইউনিয়ন বিএনপির সাবেক সাধারণ সম্পাদক মোঃ আলাউদ্দিন শেখের মাতা মোসাঃ আছিয়া বেগম (৭৮) ইন্তেকাল করেছেন (ইন্নালিল্লাহি ... রাজিউন)। bbox=[862, 200, 1022, 262]
jump-column-3 bbox=[441, 1726, 655, 2321]
paragraph: বিশেষজ্ঞরা বলছেন, প্রাকৃতিক গ্যাসের মজুদ ক্রমেই কমে আসছে। আমদানি নির্ভর তরলীকৃত প্রাকৃতিক গ্যাস ও কয়লার দামে আন্তর্জাতিক বাজারে অস্থিরতা বিরাজ করছে। এ অবস্থায় দীর্ঘমেয়াদে সাশ্রয়ী ও নির্ভরযোগ্য বিদ্যুৎ উৎস হিসেবে পারমাণবিক শক্তির বিকল্প নেই। bbox=[14, 367, 257, 417]
paragraph: তথ্য অধিদপ্তরের কর্মকর্তারা বলেন, গুজব ছড়ানোর বিরুদ্ধে আইনানুগ ব্যবস্থা নেওয়া হচ্ছে। জনসচেতনতা বৃদ্ধিতে প্রচারণা কার্যক্রম চালানো হচ্ছে। bbox=[1304, 2187, 1511, 2224]
jump-column-4 bbox=[655, 1726, 869, 2321]
paragraph: গতকাল রাজধানীতে আয়োজিত এক গোলটেবিল বৈঠকে বক্তারা এসব কথা বলেন। বৈঠকে রাজনৈতিক দল, নাগরিক সমাজ ও গণমাধ্যমের প্রতিনিধিরা অংশ নেন। bbox=[1304, 1727, 1511, 1763]
paragraph: অনুষ্ঠান শেষে অংশগ্রহণকারীদের মধ্যে সনদপত্র বিতরণ করা হয়। আয়োজকরা ভবিষ্যতেও এমন কর্মসূচি অব্যাহত রাখার প্রতিশ্রুতি দেন। bbox=[235, 1823, 435, 1860]
paragraph: হাসপাতাল কর্তৃপক্ষ জানিয়েছে, ছানি অপারেশনসহ বিভিন্ন চক্ষু চিকিৎসা স্বল্প খরচে প্রদান করা হচ্ছে। দরিদ্র রোগীদের জন্য বিশেষ ছাড়ের ব্যবস্থা রয়েছে। bbox=[449, 2169, 649, 2206]
paragraph: কর্তৃপক্ষ জানিয়েছে, অভিযোগ পাওয়ার পর সরেজমিন পরিদর্শন করা হয়েছে। প্রয়োজনীয় ব্যবস্থা নেওয়া হবে বলে আশ্বাস দেওয়া হয়েছে। bbox=[235, 2031, 435, 2068]
paragraph: উপজেলা পর্যায়ে স্বাস্থ্যসেবার মান উন্নয়নে নানা পদক্ষেপ নেওয়া হচ্ছে বলে জানিয়েছেন স্বাস্থ্য অধিদপ্তরের কর্মকর্তারা। চিকিৎসক ও নার্স সংকট নিরসনে নতুন নিয়োগের উদ্যোগ নেওয়া হয়েছে। bbox=[235, 1727, 435, 1776]
jump-head-6: ভারত থেকে এলো আরও bbox=[449, 1991, 648, 2012]
paragraph: পর্যবেক্ষকরা বলছেন, দীর্ঘমেয়াদি সমাধানের জন্য পারস্পরিক আস্থা গড়ে তোলা জরুরি। এককভাবে কোনো পক্ষের শর্ত আরোপ করলে আলোচনা ব্যর্থ হতে পারে। bbox=[1232, 492, 1510, 516]
lead-headline bbox=[272, 84, 934, 174]
paragraph: সরকারের পরিকল্পনা অনুযায়ী আগামী দশকে বিদ্যুৎ উৎপাদন সক্ষমতা উল্লেখযোগ্য হারে বাড়ানোর লক্ষ্যমাত্রা নির্ধারণ করা হয়েছে। এর মধ্যে পারমাণবিক উৎস থেকে একটি উল্লেখযোগ্য অংশ আসবে বলে আশা করা হচ্ছে। bbox=[14, 640, 257, 690]
jump-column-1 bbox=[14, 1726, 228, 2321]
paragraph: রাষ্ট্র সংস্কার কার্যক্রমে জনগণের আস্থা অর্জনই হবে সবচেয়ে বড় চ্যালেঞ্জ বলে মনে করছেন বিশ্লেষকরা। তারা বলছেন, সংস্কার প্রক্রিয়ায় সব পক্ষের অংশগ্রহণ নিশ্চিত করতে হবে। bbox=[14, 1758, 221, 1808]
folio-strip bbox=[14, 8, 1510, 42]
chitalmari-byline: শফিকুল ইসলাম সাফা, চিতলমারী(বাগেরহাট) ঃ উপজেলায় এ বছর বোরো ধানের বাম্পার ফলন হয়েছে। bbox=[472, 1357, 630, 1394]
top-right-story-2-line2: বাঁকা হাতেই বৃত্তি পরীক্ষা দিচ্ছে bbox=[1152, 122, 1487, 155]
paragraph: একই সঙ্গে গবেষণা ও উন্নয়ন খাতে বরাদ্দ বাড়ানোর পরামর্শ দিয়েছেন বিশেষজ্ঞরা। আধুনিক প্রযুক্তি হস্তান্তর ও কারিগরি সহযোগিতার মাধ্যমে দেশীয় সক্ষমতা গড়ে তোলা গেলে ভবিষ্যতে আরও কেন্দ্র নির্মাণ সম্ভব হবে। bbox=[14, 816, 257, 866]
photo-caption: পাটকেলঘাটা কালীবাড়ী মন্দিরে ফ্রি মেডিকেল ক্যাম্পের উদ্বোধন অনুষ্ঠানে অতিথিবৃন্দ - পূর্বাঞ্চল। bbox=[472, 1288, 770, 1298]
paragraph: স্থানীয় কৃষকরা সরকারের কাছে সরাসরি কৃষকের কাছ থেকে ন্যায্য মূল্যে ধান ক্রয়ের দাবি জানিয়েছেন। তারা বলেন, মধ্যস্বত্বভোগীদের কারণে উৎপাদন খরচও অনেক সময় উঠে আসে না। bbox=[645, 1425, 802, 1487]
paragraph: এ বছর প্রতিষ্ঠানটি থেকে ১১৫ জন পরীক্ষার্থী দাখিল পরীক্ষায় অংশগ্রহণ করছে। গত বছরের ফলাফলের ধারাবাহিকতা বজায় রাখার আশাবাদ ব্যক্ত করেন শিক্ষকরা। bbox=[862, 678, 1022, 727]
paragraph: শ্রমিক নেতারা জানান, জেলা প্রশাসনের সঙ্গে বৈঠকে তাদের দাবিগুলো মেনে নেওয়ার আশ্বাস পাওয়ার পর কর্মসূচি প্রত্যাহার করা হয়। দীর্ঘ দুই দিনের কর্মবিরতিতে চরম দুর্ভোগে পড়েছিলেন সাধারণ যাত্রীরা। bbox=[14, 964, 257, 1001]
col6-subhead-1 bbox=[1232, 189, 1510, 231]
paragraph: জীবাশ্ম জ্বালানির উপর নির্ভরতা কমিয়ে টেকসই ও পরিবেশবান্ধব জ্বালানি উৎসের সন্ধানে বিশ্বের উন্নত ও উন্নয়নশীল রাষ্ট্রগুলো নতুন করে পারমাণবিক বিদ্যুতের দিকে নজর দিচ্ছে। জলবায়ু পরিবর্তনের ঝুঁকি মোকাবিলায় কার্বন নিঃসরণ হ্রাস এখন আন্তর্জাতিক অঙ্গনে সবচেয়ে আলোচিত বিষয়। bbox=[14, 245, 257, 308]
masthead-zone bbox=[14, 53, 1510, 173]
paragraph: কৃষি কর্মকর্তা বলেন, কৃষকদের দ্রুত ধান কেটে নিরাপদ স্থানে সংরক্ষণের পরামর্শ দেওয়া হয়েছে। কম্বাইন হারভেস্টার ব্যবহারে ভর্তুকির ব্যবস্থা রয়েছে। যন্ত্র ব্যবহার করলে অল্প সময়ে বেশি জমির ধান কাটা সম্ভব। bbox=[645, 1357, 802, 1420]
paragraph: উপজেলা আমীরের সভাপতিত্বে অনুষ্ঠিত শিবিরে প্রধান অতিথি হিসেবে উপস্থিত ছিলেন জেলা আমীর। বিশেষ অতিথি ছিলেন জেলা সেক্রেটারি ও সহকারী সেক্রেটারিগণ। bbox=[272, 504, 447, 553]
top-right-story-2-headline bbox=[1129, 53, 1510, 156]
paragraph: সভায় উপস্থিত বক্তারা সরকারের গৃহীত পদক্ষেপগুলোর প্রশংসা করেন। একই সঙ্গে বাস্তবায়নে আরও গতি আনার আহ্বান জানান। bbox=[663, 2047, 862, 2084]
paragraph: এ বিষয়ে জানতে চাইলে দায়িত্বপ্রাপ্ত কর্মকর্তা বলেন, বরাদ্দ পাওয়া গেলে অবশিষ্ট কাজ শুরু করা হবে। বিষয়টি ঊর্ধ্বতন কর্তৃপক্ষকে জানানো হয়েছে। bbox=[663, 2213, 862, 2250]
col4-subhead-1: ফুলতলা আহম্মদিয়া নাছিম মাদ্রাসা পরীক্ষার্থীদের সফলতা কামনায় দোয়া bbox=[862, 458, 1022, 509]
col4-subhead-2: পাটকেলঘাটা কালীবাড়ী মন্দিরে ফ্রি মেডিকেল ক্যাম্প উদ্বোধন bbox=[862, 775, 1022, 812]
paragraph: খুলনায় ডিবি টিমের অভিযানে বেশ কয়েকজনকে আটক করা হয়েছে। তাদের বিরুদ্ধে মামলা দায়ের করা হয়েছে বলে পুলিশ জানিয়েছে। bbox=[1304, 2229, 1511, 2266]
paragraph: সংশ্লিষ্টরা জানান, দক্ষ জনশক্তি তৈরি করতে পারলে বেকারত্ব কমবে এবং বিদেশে কর্মসংস্থানের সুযোগ বাড়বে। এ লক্ষ্যে প্রশিক্ষণ কেন্দ্রের সংখ্যা বৃদ্ধি করা হচ্ছে। bbox=[1090, 2047, 1290, 2084]
masthead-datebar: খুলনা: রবিবার: ১৯ এপ্রিল ২০২৬ bbox=[14, 94, 255, 126]
jump-head-5: গুজব প্রতিরোধে ও সঠিক তথ্য bbox=[1304, 2160, 1510, 2182]
paragraph: ইরানের পররাষ্ট্র মন্ত্রণালয়ের মুখপাত্র জানিয়েছেন, নিষেধাজ্ঞা প্রত্যাহারের বিষয়টি আলোচনার কেন্দ্রে থাকবে। পারমাণবিক কর্মসূচি শান্তিপূর্ণ উদ্দেশ্যে পরিচালিত হচ্ছে বলে তারা বারবার দাবি করে আসছে। bbox=[1232, 323, 1510, 359]
paragraph: আবহাওয়া অধিদপ্তর জানিয়েছে, বজ্রপাতের সময় খোলা মাঠে অবস্থান না করে নিরাপদ আশ্রয়ে যাওয়ার পরামর্শ দেওয়া হয়েছে। bbox=[876, 2200, 1076, 2237]
paragraph: বৈঠকের সমাপনী বক্তব্যে সঞ্চালক বলেন, সংস্কার একটি চলমান প্রক্রিয়া। এটিকে রাজনৈতিক প্রতিহিংসার ঊর্ধ্বে রেখে জাতীয় স্বার্থে বাস্তবায়ন করতে হবে। bbox=[1090, 2131, 1290, 2167]
jump-body-7-top bbox=[1304, 1726, 1510, 1973]
col1-headline: জ্বালানী নিরাপত্তায় পারমাণবিক বিদ্যুৎ এখন অপরিহার্য bbox=[14, 189, 257, 224]
pre-section-rule bbox=[14, 1674, 1510, 1675]
paragraph: প্রথম দফার আলোচনা ইতিবাচক পরিবেশে সম্পন্ন হয়েছে বলে উভয় পক্ষ জানিয়েছে। মধ্যস্থতাকারী দেশের কর্মকর্তারা বলছেন, আলোচনার অগ্রগতি সন্তোষজনক। bbox=[1232, 281, 1510, 318]
paragraph: তবে পরিবেশবাদী সংগঠনগুলো তেজস্ক্রিয় বর্জ্য ব্যবস্থাপনা নিয়ে উদ্বেগ প্রকাশ করেছে। তারা বলছে, বর্জ্য সংরক্ষণের জন্য দীর্ঘমেয়াদি ও নিরাপদ অবকাঠামো গড়ে তোলা জরুরি। পাশাপাশি স্থানীয় জনগণের সচেতনতা বৃদ্ধিতেও কাজ করতে হবে। bbox=[14, 694, 257, 744]
jump-head-9: ছয় জেলায় বজ্রপাতে ১২ জনের bbox=[877, 2173, 1076, 2195]
paragraph: মাহফিলে বক্তারা পরীক্ষার্থীদের উদ্দেশে বলেন, নিয়মিত পড়াশোনার পাশাপাশি সৎ চরিত্র গঠন করতে হবে। পরীক্ষায় ভালো ফলাফল করে মাদ্রাসার সুনাম বৃদ্ধি করতে হবে। bbox=[862, 623, 1022, 673]
col1-body bbox=[14, 229, 257, 868]
paragraph: বাম্পার ফলন হয়েছে। bbox=[655, 1560, 727, 1571]
paragraph: উপজেলা বিএনপির পক্ষ থেকে এক শোকবার্তায় বলা হয়, মরহুমার মৃত্যুতে এলাকাবাসী একজন অভিভাবককে হারালো। তার শূন্যতা সহজে পূরণ হওয়ার নয়। bbox=[662, 431, 847, 468]
paragraph: এলাকার মসজিদ ও মাদ্রাসায় মরহুমার রুহের মাগফেরাত কামনায় বিশেষ দোয়ার আয়োজন করা হয়েছে। স্থানীয় গণ্যমান্য ব্যক্তিবর্গও শোক প্রকাশ করেছেন। bbox=[1037, 473, 1217, 522]
photo-block bbox=[464, 1117, 809, 1668]
paragraph: স্থানীয় বাসিন্দারা জানান, দীর্ঘদিনের দাবি পূরণ হওয়ায় তারা সন্তুষ্ট। তারা আশা করছেন কাজের মান ভালো হবে এবং নির্ধারিত সময়ে শেষ হবে। bbox=[235, 1865, 435, 1901]
paragraph: পরিবারের সদস্যরা মরহুমার জন্য সবার কাছে দোয়া কামনা করেছেন। তারা বলেন, জীবদ্দশায় তিনি কারও সঙ্গে কোনো অন্যায় আচরণ করেননি। bbox=[1037, 431, 1217, 468]
paragraph: অনুষ্ঠানে উপজেলার বিভিন্ন ইউনিয়ন ও ওয়ার্ড থেকে আগত দুই শতাধিক রোকন অংশগ্রহণ করেন। দিনব্যাপী এ শিক্ষা শিবিরে কয়েকটি অধিবেশন অনুষ্ঠিত হয়। bbox=[272, 626, 447, 675]
paragraph: খুলনা বিভাগে আরও ৪৫ জনের শরীরে নতুন সংক্রমণ শনাক্ত হয়েছে। এ নিয়ে বিভাগে মোট আক্রান্তের সংখ্যা দাঁড়িয়েছে কয়েক হাজারে। bbox=[449, 1727, 649, 1763]
paragraph: জন্মগতভাবে দুই হাত বাঁকা হলেও থেমে থাকেনি মোরেলগঞ্জের শিশু মাইশা। বাঁকা হাতেই কলম ধরে সে এবার প্রাথমিক বৃত্তি পরীক্ষায় অংশ নিচ্ছে। তার অদম্য ইচ্ছাশক্তি দেখে অবাক হয়েছেন শিক্ষক ও সহপাঠীরা। bbox=[1037, 200, 1217, 249]
lead-body-b bbox=[462, 183, 647, 354]
paragraph: কর্তৃপক্ষ জানিয়েছে, অভিযোগ পাওয়ার পর সরেজমিন পরিদর্শন করা হয়েছে। প্রয়োজনীয় ব্যবস্থা নেওয়া হবে বলে আশ্বাস দেওয়া হয়েছে। bbox=[876, 2018, 1076, 2055]
chitalmari-headline bbox=[472, 1306, 802, 1353]
paragraph: কৃষকরা জানান, প্রতি বিঘা জমির ধান কাটতে শ্রমিকরা এখন দ্বিগুণ মজুরি দাবি করছেন। তারপরও সময়মতো শ্রমিক মিলছে না। অনেকে বাধ্য হয়ে পরিবারের সদস্যদের নিয়ে নিজেরাই ধান কাটছেন। bbox=[472, 1453, 630, 1516]
paragraph: পরিদর্শন শেষে কর্মকর্তারা স্থানীয়দের সঙ্গে মতবিনিময় করেন। তাদের সমস্যা ও দাবি-দাওয়া শোনেন এবং সমাধানের আশ্বাস দেন। bbox=[235, 2073, 435, 2110]
paragraph: সংশ্লিষ্ট প্রকৌশলী জানান, নির্মাণকাজ দ্রুত এগিয়ে চলছে। আগামী অর্থবছরের মধ্যে পুরো কাজ সম্পন্ন হবে বলে আশা করা হচ্ছে। bbox=[235, 1906, 435, 1943]
paragraph: আন্তর্জাতিক পরমাণু শক্তি সংস্থার মানদণ্ড অনুসরণ করে রূপপুর কেন্দ্রে বহুস্তরবিশিষ্ট নিরাপত্তা ব্যবস্থা গড়ে তোলা হয়েছে। ভূমিকম্প, বন্যা কিংবা অন্য যে কোনো প্রাকৃতিক দুর্যোগ মোকাবিলায় কেন্দ্রটি সক্ষম বলে দাবি করা হচ্ছে। bbox=[14, 476, 257, 526]
jump-column-7 bbox=[1296, 1726, 1510, 2321]
paragraph: এদিকে কর্মবিরতি চলাকালে বিকল্প পরিবহন হিসেবে ইজিবাইক ও সিএনজিচালিত অটোরিকশায় অতিরিক্ত ভাড়া আদায়ের অভিযোগ উঠেছিল। প্রশাসন বিষয়টি তদারকি করছে বলে জানা গেছে। bbox=[14, 1060, 257, 1097]
paragraph: পরিচ্ছন্নতা কার্যক্রমে স্বেচ্ছাসেবীদের ভূমিকার প্রশংসা করেছেন নগর কর্তৃপক্ষ। নাগরিকদের সচেতন হওয়ার আহ্বান জানানো হয়েছে। bbox=[1090, 1880, 1290, 1917]
jump-head-3: খুলনা বিভাগে আরও ৪৫জনের bbox=[877, 1824, 1076, 1846]
masthead bbox=[14, 53, 264, 173]
paragraph: দিনব্যাপী ক্যাম্পে প্রায় পাঁচ শতাধিক নারী-পুরুষ ও শিশু চিকিৎসাসেবা গ্রহণ করেন। চক্ষু, হৃদরোগ, ডায়াবেটিস ও সাধারণ রোগের চিকিৎসা দেওয়া হয়। bbox=[862, 939, 1022, 988]
paragraph: উপজেলা কৃষি সম্প্রসারণ অধিদপ্তরের তথ্য অনুযায়ী, চলতি মৌসুমে উপজেলায় প্রায় পাঁচ হাজার হেক্টর জমিতে বোরো ধানের আবাদ হয়েছে। লক্ষ্যমাত্রার চেয়ে বেশি জমিতে আবাদ হওয়ায় উৎপাদনও ভালো হবে বলে আশা করা হচ্ছে। bbox=[472, 1521, 630, 1596]
paragraph: মরহুমার স্মরণে আগামীকাল বাদ আছর পারিবারিক উদ্যোগে মিলাদ ও দোয়া মাহফিলের আয়োজন করা হয়েছে। এতে সবাইকে উপস্থিত থাকার অনুরোধ জানানো হয়েছে। bbox=[662, 376, 847, 426]
paragraph: এলাকাবাসী অভিযোগ করেন, দীর্ঘদিন ধরে সংস্কারের অভাবে রাস্তাটি চলাচলের অনুপযোগী হয়ে পড়েছে। বর্ষায় দুর্ভোগ আরও বাড়ে। bbox=[449, 2100, 649, 2137]
paragraph: শিবিরে কোরআন ও হাদিসের আলোকে সাংগঠনিক দায়িত্ব, নৈতিক চরিত্র গঠন এবং সমাজ সংস্কারে রোকনদের ভূমিকা নিয়ে আলোচনা করা হয়। বক্তারা বলেন, ইসলামী আদর্শ প্রতিষ্ঠায় প্রতিটি রোকনকে আরও দায়িত্বশীল হতে হবে। bbox=[272, 558, 447, 621]
paragraph: জেলা বাস মালিক সমিতির নেতৃবৃন্দ জানিয়েছেন, যাত্রীসেবার মান বজায় রেখে নির্ধারিত ভাড়ায় যানবাহন চলাচল নিশ্চিত করা হবে। অতিরিক্ত ভাড়া আদায় করলে কঠোর ব্যবস্থা নেওয়া হবে বলেও তারা জানান। bbox=[14, 1006, 257, 1055]
photo-spacer-left bbox=[14, 1117, 464, 1668]
jump-column-6 bbox=[1083, 1726, 1297, 2321]
paragraph: বিএনএসএস চক্ষু হাসপাতালে বিনামূল্যে চিকিৎসাসেবা চালু রয়েছে। প্রতিদিন শতাধিক রোগী এখান থেকে সেবা নিচ্ছেন। bbox=[876, 2130, 1076, 2167]
paragraph: গতকাল শনিবার সকালে মাদ্রাসা মিলনায়তনে অনুষ্ঠিত এ মাহফিলে সভাপতিত্ব করেন মাদ্রাসার অধ্যক্ষ। এতে পরিচালনা কমিটির সদস্য, শিক্ষক-শিক্ষিকা ও অভিভাবকবৃন্দ উপস্থিত ছিলেন। bbox=[862, 568, 1022, 618]
lead-body-a bbox=[272, 183, 447, 382]
jump-body-5c bbox=[877, 2199, 1076, 2238]
paragraph: জ্বালানি তেলের দাম বাড়ানোর সিদ্ধান্ত নেওয়া হয়েছে। নতুন দর আজ মধ্যরাত থেকে কার্যকর হবে বলে জানিয়েছে সংশ্লিষ্ট কর্তৃপক্ষ। bbox=[449, 2280, 649, 2316]
paragraph: ইতোমধ্যে উচ্চ মূল্যস্ফীতির চাপে থাকা জনগণের ওপর এই মূল্যবৃদ্ধি নতুন করে চাপ সৃষ্টি করবে বলে ধারণা করা হচ্ছে। বিশ্লেষকদের মতে, জ্বালানি তেলের দাম সমন্বয়ের ক্ষেত্রে দীর্ঘমেয়াদি পরিকল্পনা এবং বিকল্প জ্বালানির ব্যবহার বাড়ানো প্রয়োজন। bbox=[1232, 521, 1510, 571]
paragraph: বিদ্যালয়ের প্রধান শিক্ষক জানান, মাইশা অত্যন্ত মেধাবী ও পরিশ্রমী। প্রতিটি পরীক্ষায় সে ভালো ফলাফল করে আসছে। তার এ অদম্য মনোবল অন্য শিক্ষার্থীদের জন্য অনুপ্রেরণা। bbox=[1037, 376, 1217, 426]
paragraph: মৃত্যু সংবাদ ও পারিবারিক খবর নিয়ে এসেছে শোকের ছায়া। এলাকার সর্বস্তরের মানুষ শোক প্রকাশ করেছেন এবং মরহুমার রুহের মাগফেরাত কামনা করেছেন। bbox=[662, 184, 847, 234]
paragraph: উপজেলা প্রশাসন জানিয়েছে, সরকারি খাদ্যগুদামে ধান ও চাল সংগ্রহ কার্যক্রম শিগগিরই শুরু হবে। নির্ধারিত মূল্যে কৃষকদের কাছ থেকে ধান কেনা হবে। এতে কৃষকরা লাভবান হবেন বলে আশা করা হচ্ছে। bbox=[645, 1492, 802, 1555]
